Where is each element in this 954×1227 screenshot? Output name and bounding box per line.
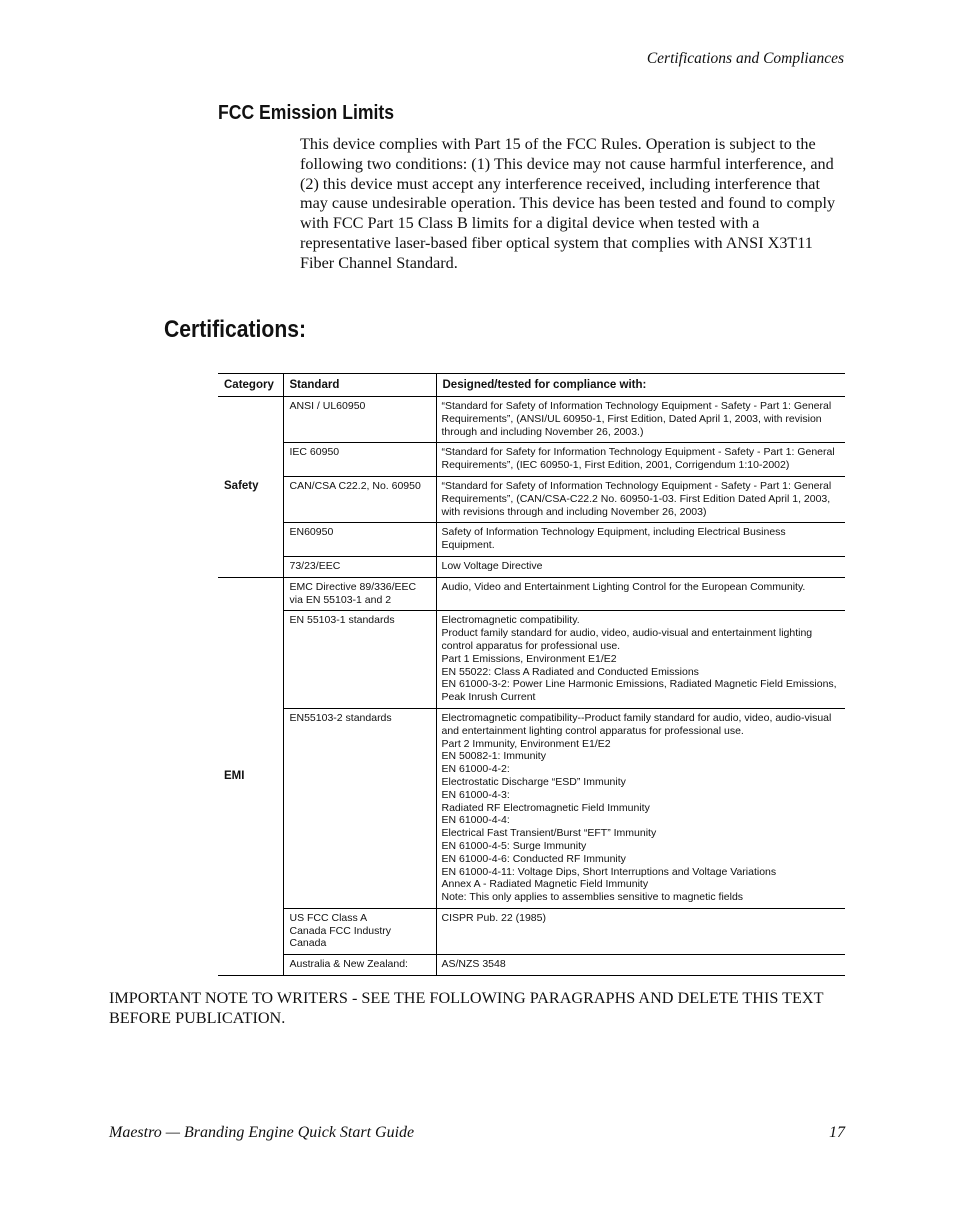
compliance-text: CISPR Pub. 22 (1985) <box>441 911 546 924</box>
compliance-cell <box>436 556 845 577</box>
certifications-table-body <box>218 397 845 976</box>
table-row <box>218 611 845 709</box>
writers-note: IMPORTANT NOTE TO WRITERS - SEE THE FOLLOWING PARAGRAPHS AND DELETE THIS TEXT BEFORE PUBLICATION. <box>109 989 824 1027</box>
compliance-text: Electrostatic Discharge “ESD” Immunity <box>441 775 626 788</box>
compliance-cell <box>436 523 845 557</box>
table-row <box>218 577 845 611</box>
compliance-text: “Standard for Safety of Information Technology Equipment - Safety - Part 1: General Requirements”, (ANSI/UL 60950-1, First Edition, Dated April 1, 2003, with revision through and including November 26, 2003.) <box>441 400 832 438</box>
compliance-text: Part 2 Immunity, Environment E1/E2 <box>441 737 611 750</box>
fcc-section-heading: FCC Emission Limits <box>218 102 395 124</box>
compliance-text: EN 61000-4-6: Conducted RF Immunity <box>441 852 626 865</box>
compliance-cell <box>436 611 845 709</box>
compliance-text: Electrical Fast Transient/Burst “EFT” Immunity <box>441 827 657 840</box>
column-header-category: Category <box>218 374 283 397</box>
standard-cell <box>283 955 436 976</box>
category-cell: Safety <box>218 397 283 578</box>
standard-cell <box>283 556 436 577</box>
compliance-cell <box>436 476 845 522</box>
standard-text: CAN/CSA C22.2, No. 60950 <box>289 479 421 492</box>
standard-text: IEC 60950 <box>289 446 340 459</box>
table-header-row <box>218 374 845 397</box>
compliance-text: Note: This only applies to assemblies sensitive to magnetic fields <box>441 891 744 904</box>
standard-text: US FCC Class A <box>289 911 368 924</box>
compliance-cell <box>436 708 845 908</box>
compliance-text: EN 55022: Class A Radiated and Conducted Emissions <box>441 665 699 678</box>
table-row <box>218 443 845 477</box>
compliance-text: EN 61000-4-3: <box>441 788 510 801</box>
standard-cell <box>283 577 436 611</box>
table-row <box>218 476 845 522</box>
compliance-cell <box>436 955 845 976</box>
compliance-text: Safety of Information Technology Equipment, including Electrical Business Equipment. <box>441 526 786 552</box>
compliance-text: EN 61000-3-2: Power Line Harmonic Emissions, Radiated Magnetic Field Emissions, Peak Inrush Current <box>441 678 837 704</box>
standard-cell <box>283 908 436 954</box>
compliance-text: Part 1 Emissions, Environment E1/E2 <box>441 652 617 665</box>
compliance-text: AS/NZS 3548 <box>441 958 506 971</box>
certifications-heading: Certifications: <box>164 316 306 343</box>
standard-text: EMC Directive 89/336/EEC via EN 55103-1 and 2 <box>289 580 417 606</box>
standard-text: ANSI / UL60950 <box>289 400 366 412</box>
compliance-cell <box>436 443 845 477</box>
standard-text: Australia & New Zealand: <box>289 958 408 971</box>
standard-cell <box>283 443 436 477</box>
standard-cell <box>283 397 436 443</box>
column-header-compliance: Designed/tested for compliance with: <box>436 374 845 397</box>
table-row <box>218 556 845 577</box>
compliance-text: EN 61000-4-5: Surge Immunity <box>441 839 587 852</box>
table-row <box>218 955 845 976</box>
footer-document-title: Maestro — Branding Engine Quick Start Guide <box>109 1124 415 1141</box>
compliance-text: Electromagnetic compatibility--Product family standard for audio, video, audio-visual and entertainment lighting control apparatus for professional use. <box>441 711 832 737</box>
compliance-text: EN 61000-4-2: <box>441 763 510 776</box>
compliance-text: Product family standard for audio, video, audio-visual and entertainment lighting control apparatus for professional use. <box>441 627 813 652</box>
standard-text: 73/23/EEC <box>289 559 341 572</box>
compliance-cell <box>436 577 845 611</box>
standard-cell <box>283 476 436 522</box>
standard-cell <box>283 708 436 908</box>
compliance-text: “Standard for Safety of Information Technology Equipment - Safety - Part 1: General Requirements”, (CAN/CSA-C22.2 No. 60950-1-03. First Edition Dated April 1, 2003, with revisions through and including November 26, 2003) <box>441 479 832 518</box>
standard-cell <box>283 611 436 709</box>
table-row <box>218 908 845 954</box>
compliance-text: EN 50082-1: Immunity <box>441 750 546 763</box>
column-header-standard: Standard <box>283 374 436 397</box>
standard-cell <box>283 523 436 557</box>
table-row <box>218 708 845 908</box>
fcc-body-paragraph: This device complies with Part 15 of the FCC Rules. Operation is subject to the following two conditions: (1) This device may not cause harmful interference, and (2) this device must accept any interference received, including interference that may cause undesirable operation. This device has been tested and found to comply with FCC Part 15 Class B limits for a digital device when tested with a representative laser-based fiber optical system that complies with ANSI X3T11 Fiber Channel Standard. <box>300 135 836 272</box>
table-row <box>218 523 845 557</box>
compliance-text: Annex A - Radiated Magnetic Field Immunity <box>441 878 649 891</box>
certifications-table <box>218 373 845 976</box>
compliance-text: Low Voltage Directive <box>441 559 543 572</box>
compliance-text: EN 61000-4-4: <box>441 814 510 827</box>
compliance-text: “Standard for Safety for Information Technology Equipment - Safety - Part 1: General Requirements”, (IEC 60950-1, First Edition, 2001, Corrigendum 1:10-2002) <box>441 446 835 472</box>
compliance-cell <box>436 397 845 443</box>
compliance-text: Audio, Video and Entertainment Lighting Control for the European Community. <box>441 580 806 593</box>
running-header: Certifications and Compliances <box>646 50 844 67</box>
table-row <box>218 397 845 443</box>
standard-text: EN60950 <box>289 526 334 539</box>
standard-text: Canada FCC Industry Canada <box>289 924 392 950</box>
standard-text: EN55103-2 standards <box>289 711 392 724</box>
compliance-text: Electromagnetic compatibility. <box>441 614 580 627</box>
category-cell: EMI <box>218 577 283 975</box>
standard-text: EN 55103-1 standards <box>289 614 395 627</box>
compliance-cell <box>436 908 845 954</box>
compliance-text: EN 61000-4-11: Voltage Dips, Short Interruptions and Voltage Variations <box>441 865 777 878</box>
footer-page-number: 17 <box>829 1124 845 1141</box>
compliance-text: Radiated RF Electromagnetic Field Immunity <box>441 801 650 814</box>
